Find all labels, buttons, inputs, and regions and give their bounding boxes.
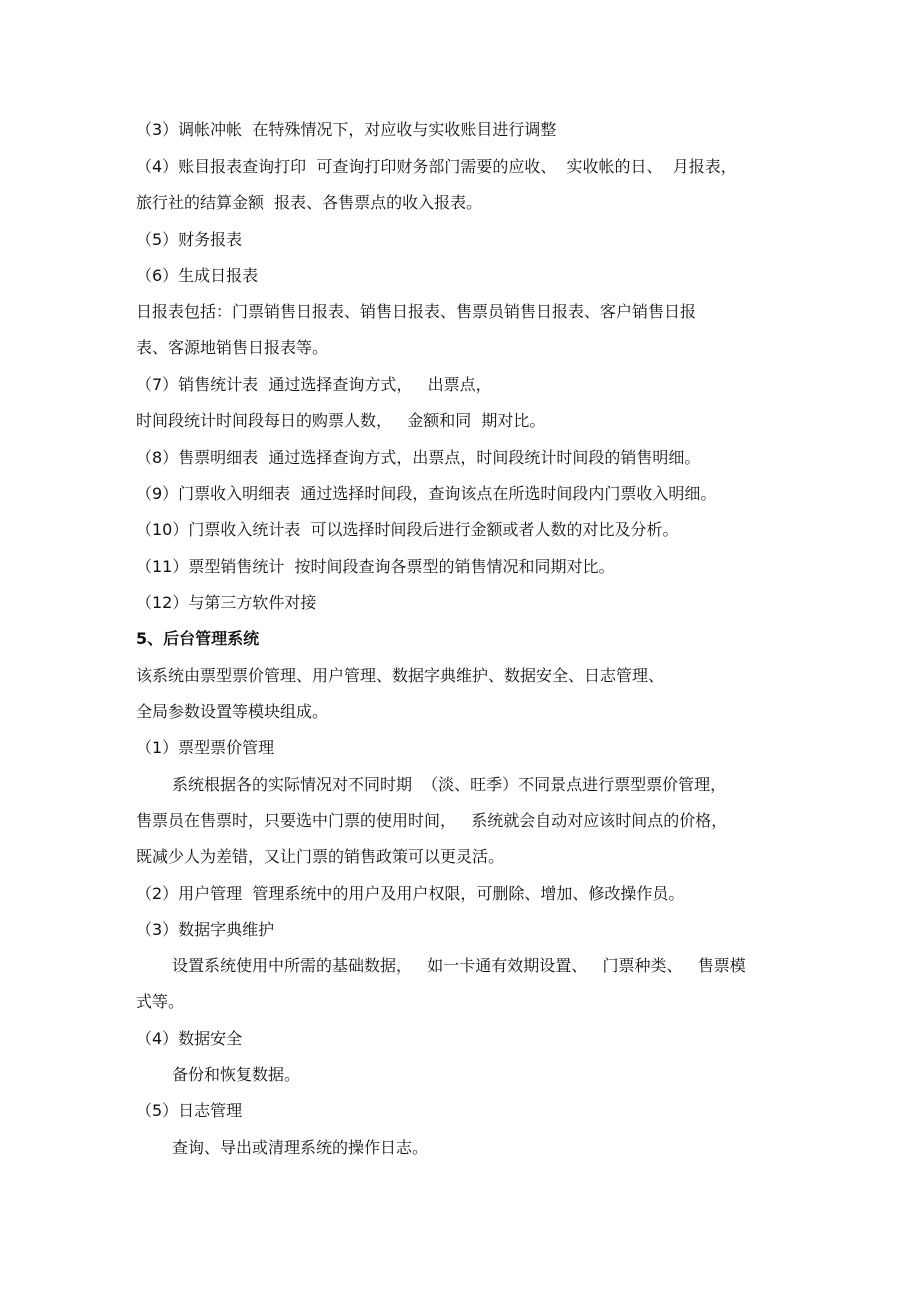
- item-user-management: （2）用户管理 管理系统中的用户及用户权限，可删除、增加、修改操作员。: [136, 884, 685, 903]
- item-ticket-income-statistics: （10）门票收入统计表 可以选择时间段后进行金额或者人数的对比及分析。: [136, 520, 679, 539]
- item-sales-statistics: （7）销售统计表 通过选择查询方式， 出票点，: [136, 375, 492, 394]
- item-log-management: （5）日志管理: [136, 1101, 243, 1120]
- item-sales-statistics-cont: 时间段统计时间段每日的购票人数， 金额和同 期对比。: [136, 411, 546, 430]
- item-report-query-print: （4）账目报表查询打印 可查询打印财务部门需要的应收、 实收帐的日、 月报表，: [136, 157, 737, 176]
- item-ticket-type-sales: （11）票型销售统计 按时间段查询各票型的销售情况和同期对比。: [136, 557, 615, 576]
- item-report-query-print-cont: 旅行社的结算金额 报表、各售票点的收入报表。: [136, 193, 483, 212]
- item-ticket-detail: （8）售票明细表 通过选择查询方式，出票点，时间段统计时间段的销售明细。: [136, 448, 701, 467]
- ticket-price-description-cont2: 既减少人为差错，又让门票的销售政策可以更灵活。: [136, 847, 505, 866]
- item-data-dictionary: （3）数据字典维护: [136, 920, 275, 939]
- item-reconciliation: （3）调帐冲帐 在特殊情况下，对应收与实收账目进行调整: [136, 120, 557, 139]
- section-heading-backend: 5、后台管理系统: [136, 629, 260, 648]
- daily-report-description-cont: 表、客源地销售日报表等。: [136, 338, 329, 357]
- item-data-security: （4）数据安全: [136, 1029, 243, 1048]
- item-ticket-income-detail: （9）门票收入明细表 通过选择时间段，查询该点在所选时间段内门票收入明细。: [136, 484, 717, 503]
- data-dictionary-description-cont: 式等。: [136, 992, 185, 1011]
- backend-description-cont: 全局参数设置等模块组成。: [136, 702, 329, 721]
- data-security-description: 备份和恢复数据。: [172, 1065, 301, 1084]
- item-daily-report: （6）生成日报表: [136, 266, 259, 285]
- ticket-price-description-cont1: 售票员在售票时，只要选中门票的使用时间， 系统就会自动对应该时间点的价格，: [136, 811, 728, 830]
- backend-description: 该系统由票型票价管理、用户管理、数据字典维护、数据安全、日志管理、: [136, 666, 665, 685]
- daily-report-description: 日报表包括：门票销售日报表、销售日报表、售票员销售日报表、客户销售日报: [136, 302, 697, 321]
- item-third-party: （12）与第三方软件对接: [136, 593, 317, 612]
- log-management-description: 查询、导出或清理系统的操作日志。: [172, 1138, 429, 1157]
- item-financial-report: （5）财务报表: [136, 230, 243, 249]
- data-dictionary-description: 设置系统使用中所需的基础数据， 如一卡通有效期设置、 门票种类、 售票模: [172, 956, 746, 975]
- item-ticket-price-management: （1）票型票价管理: [136, 738, 275, 757]
- ticket-price-description: 系统根据各的实际情况对不同时期 （淡、旺季）不同景点进行票型票价管理，: [172, 775, 727, 794]
